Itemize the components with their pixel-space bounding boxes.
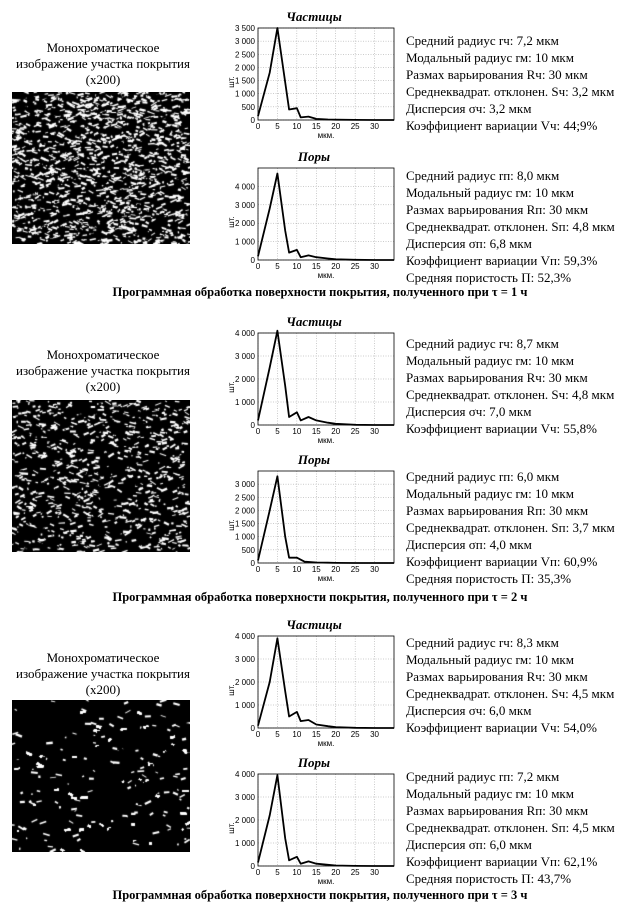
- y-tick-label: 3 000: [234, 655, 255, 664]
- x-tick-label: 15: [311, 262, 321, 271]
- y-axis-label: шт.: [227, 519, 236, 531]
- pores-stats: [406, 768, 638, 887]
- y-axis-label: шт.: [227, 822, 236, 834]
- stat-line: Дисперсия σп: 6,8 мкм: [406, 236, 532, 251]
- histogram-svg: [228, 315, 400, 445]
- stat-line: Коэффициент вариации Vп: 60,9%: [406, 554, 598, 569]
- stat-line: Модальный радиус rм: 10 мкм: [406, 353, 574, 368]
- pores-histogram: [228, 150, 400, 280]
- plot-frame: [258, 28, 394, 120]
- stat-line: Средний радиус rп: 8,0 мкм: [406, 168, 560, 183]
- stat-line: Модальный радиус rм: 10 мкм: [406, 786, 574, 801]
- y-tick-label: 0: [250, 724, 255, 733]
- y-tick-label: 0: [250, 862, 255, 871]
- particles-stats: [406, 634, 638, 736]
- stat-line: Средняя пористость П: 43,7%: [406, 871, 572, 886]
- stat-line: Размах варьирования Rч: 30 мкм: [406, 370, 588, 385]
- micrograph-image: [12, 400, 190, 552]
- x-tick-label: 10: [292, 427, 302, 436]
- chart-title: Частицы: [286, 9, 342, 24]
- stat-line: Средний радиус rп: 7,2 мкм: [406, 769, 560, 784]
- chart-title: Поры: [297, 755, 331, 770]
- y-axis-label: шт.: [227, 381, 236, 393]
- stat-line: Дисперсия σп: 6,0 мкм: [406, 837, 532, 852]
- micrograph-image: [12, 92, 190, 244]
- chart-title: Частицы: [286, 617, 342, 632]
- stat-line: Дисперсия σч: 6,0 мкм: [406, 703, 532, 718]
- y-tick-label: 2 000: [234, 63, 255, 73]
- distribution-line: [258, 638, 394, 728]
- stat-line: Дисперсия σч: 7,0 мкм: [406, 404, 532, 419]
- stat-line: Размах варьирования Rч: 30 мкм: [406, 669, 588, 684]
- micrograph-caption: Монохроматическое изображение участка покрытия (x200): [16, 650, 190, 697]
- y-tick-label: 3 500: [234, 24, 255, 33]
- y-tick-label: 3 000: [234, 793, 255, 802]
- stat-line: Среднеквадрат. отклонен. Sп: 4,5 мкм: [406, 820, 615, 835]
- x-tick-label: 0: [255, 565, 261, 574]
- chart-title: Частицы: [286, 314, 342, 329]
- x-tick-label: 15: [311, 565, 321, 574]
- y-tick-label: 2 500: [234, 493, 255, 503]
- pores-stats: [406, 468, 638, 587]
- x-tick-label: 5: [275, 122, 280, 131]
- micrograph-caption: Монохроматическое изображение участка покрытия (x200): [16, 40, 190, 87]
- x-tick-label: 0: [255, 730, 261, 739]
- y-axis-label: шт.: [227, 684, 236, 696]
- x-tick-label: 20: [331, 730, 341, 739]
- y-tick-label: 2 000: [234, 375, 255, 384]
- x-tick-label: 10: [292, 730, 302, 739]
- stat-line: Дисперсия σп: 4,0 мкм: [406, 537, 532, 552]
- y-tick-label: 4 000: [234, 770, 255, 779]
- histogram-svg: [228, 10, 400, 140]
- stat-line: Коэффициент вариации Vп: 59,3%: [406, 253, 598, 268]
- y-axis-label: шт.: [227, 76, 236, 88]
- y-tick-label: 3 000: [234, 352, 255, 361]
- x-tick-label: 5: [275, 565, 280, 574]
- stat-line: Среднеквадрат. отклонен. Sч: 3,2 мкм: [406, 84, 615, 99]
- y-tick-label: 3 000: [234, 200, 255, 210]
- stat-line: Дисперсия σч: 3,2 мкм: [406, 101, 532, 116]
- y-tick-label: 2 000: [234, 678, 255, 687]
- stat-line: Коэффициент вариации Vч: 44;9%: [406, 118, 598, 133]
- x-tick-label: 0: [255, 427, 261, 436]
- x-tick-label: 30: [370, 122, 380, 131]
- x-tick-label: 20: [331, 427, 341, 436]
- distribution-line: [258, 775, 394, 866]
- y-tick-label: 1 500: [234, 76, 255, 86]
- pores-histogram: [228, 453, 400, 583]
- coating-block-1: [0, 0, 640, 305]
- particles-histogram: [228, 10, 400, 140]
- x-tick-label: 0: [255, 122, 261, 131]
- x-tick-label: 5: [275, 730, 280, 739]
- y-tick-label: 1 000: [234, 237, 255, 247]
- y-tick-label: 4 000: [234, 182, 255, 192]
- y-axis-label: шт.: [227, 216, 236, 228]
- y-tick-label: 2 000: [234, 219, 255, 229]
- y-tick-label: 2 000: [234, 506, 255, 516]
- x-tick-label: 25: [350, 730, 360, 739]
- stat-line: Средняя пористость П: 52,3%: [406, 270, 572, 285]
- stat-line: Средний радиус rч: 7,2 мкм: [406, 33, 559, 48]
- x-tick-label: 10: [292, 262, 302, 271]
- particles-histogram: [228, 315, 400, 445]
- y-tick-label: 1 000: [234, 89, 255, 99]
- stat-line: Средний радиус rч: 8,3 мкм: [406, 635, 559, 650]
- x-axis-label: мкм.: [317, 436, 335, 445]
- x-tick-label: 30: [370, 565, 380, 574]
- y-tick-label: 4 000: [234, 632, 255, 641]
- stat-line: Коэффициент вариации Vп: 62,1%: [406, 854, 598, 869]
- distribution-line: [258, 28, 394, 120]
- histogram-svg: [228, 453, 400, 583]
- x-axis-label: мкм.: [317, 877, 335, 886]
- y-tick-label: 1 000: [234, 532, 255, 542]
- x-tick-label: 5: [275, 427, 280, 436]
- x-tick-label: 20: [331, 262, 341, 271]
- x-tick-label: 20: [331, 565, 341, 574]
- histogram-svg: [228, 618, 400, 748]
- particles-stats: [406, 32, 638, 134]
- x-axis-label: мкм.: [317, 574, 335, 583]
- y-tick-label: 500: [241, 545, 255, 555]
- y-tick-label: 500: [241, 102, 255, 112]
- x-axis-label: мкм.: [317, 131, 335, 140]
- y-tick-label: 1 000: [234, 398, 255, 407]
- stat-line: Модальный радиус rм: 10 мкм: [406, 185, 574, 200]
- distribution-line: [258, 331, 394, 425]
- x-tick-label: 5: [275, 868, 280, 877]
- x-tick-label: 25: [350, 565, 360, 574]
- x-tick-label: 30: [370, 730, 380, 739]
- chart-title: Поры: [297, 149, 331, 164]
- stat-line: Размах варьирования Rп: 30 мкм: [406, 803, 589, 818]
- micrograph-image: [12, 700, 190, 852]
- x-tick-label: 30: [370, 427, 380, 436]
- x-tick-label: 10: [292, 868, 302, 877]
- stat-line: Модальный радиус rм: 10 мкм: [406, 652, 574, 667]
- y-tick-label: 1 000: [234, 839, 255, 848]
- coating-block-2: [0, 305, 640, 610]
- stat-line: Модальный радиус rм: 10 мкм: [406, 50, 574, 65]
- particles-histogram: [228, 618, 400, 748]
- x-tick-label: 10: [292, 565, 302, 574]
- y-tick-label: 0: [250, 116, 255, 125]
- chart-title: Поры: [297, 452, 331, 467]
- x-tick-label: 15: [311, 730, 321, 739]
- y-tick-label: 3 000: [234, 37, 255, 47]
- stat-line: Модальный радиус rм: 10 мкм: [406, 486, 574, 501]
- stat-line: Среднеквадрат. отклонен. Sп: 4,8 мкм: [406, 219, 615, 234]
- stat-line: Средняя пористость П: 35,3%: [406, 571, 572, 586]
- x-tick-label: 20: [331, 122, 341, 131]
- stat-line: Среднеквадрат. отклонен. Sп: 3,7 мкм: [406, 520, 615, 535]
- x-axis-label: мкм.: [317, 739, 335, 748]
- micrograph-caption: Монохроматическое изображение участка покрытия (x200): [16, 347, 190, 394]
- x-tick-label: 25: [350, 868, 360, 877]
- x-tick-label: 30: [370, 868, 380, 877]
- x-tick-label: 5: [275, 262, 280, 271]
- stat-line: Среднеквадрат. отклонен. Sч: 4,8 мкм: [406, 387, 615, 402]
- block-caption: Программная обработка поверхности покрытия, полученного при τ = 2 ч: [112, 590, 528, 604]
- y-tick-label: 3 000: [234, 480, 255, 490]
- stat-line: Средний радиус rп: 6,0 мкм: [406, 469, 560, 484]
- stat-line: Среднеквадрат. отклонен. Sч: 4,5 мкм: [406, 686, 615, 701]
- x-tick-label: 20: [331, 868, 341, 877]
- x-axis-label: мкм.: [317, 271, 335, 280]
- y-tick-label: 4 000: [234, 329, 255, 338]
- stat-line: Размах варьирования Rп: 30 мкм: [406, 503, 589, 518]
- stat-line: Размах варьирования Rп: 30 мкм: [406, 202, 589, 217]
- coating-block-3: [0, 610, 640, 912]
- y-tick-label: 0: [250, 256, 255, 265]
- stat-line: Коэффициент вариации Vч: 54,0%: [406, 720, 597, 735]
- y-tick-label: 1 000: [234, 701, 255, 710]
- x-tick-label: 25: [350, 122, 360, 131]
- y-tick-label: 2 500: [234, 50, 255, 60]
- x-tick-label: 25: [350, 262, 360, 271]
- x-tick-label: 30: [370, 262, 380, 271]
- x-tick-label: 15: [311, 868, 321, 877]
- y-tick-label: 0: [250, 421, 255, 430]
- x-tick-label: 25: [350, 427, 360, 436]
- pores-histogram: [228, 756, 400, 886]
- x-tick-label: 15: [311, 122, 321, 131]
- x-tick-label: 15: [311, 427, 321, 436]
- pores-stats: [406, 167, 638, 286]
- x-tick-label: 0: [255, 868, 261, 877]
- particles-stats: [406, 335, 638, 437]
- stat-line: Средний радиус rч: 8,7 мкм: [406, 336, 559, 351]
- x-tick-label: 0: [255, 262, 261, 271]
- x-tick-label: 10: [292, 122, 302, 131]
- histogram-svg: [228, 150, 400, 280]
- block-caption: Программная обработка поверхности покрытия, полученного при τ = 3 ч: [112, 888, 528, 902]
- y-tick-label: 0: [250, 559, 255, 568]
- histogram-svg: [228, 756, 400, 886]
- stat-line: Размах варьирования Rч: 30 мкм: [406, 67, 588, 82]
- y-tick-label: 2 000: [234, 816, 255, 825]
- y-tick-label: 1 500: [234, 519, 255, 529]
- block-caption: Программная обработка поверхности покрытия, полученного при τ = 1 ч: [112, 285, 528, 299]
- stat-line: Коэффициент вариации Vч: 55,8%: [406, 421, 597, 436]
